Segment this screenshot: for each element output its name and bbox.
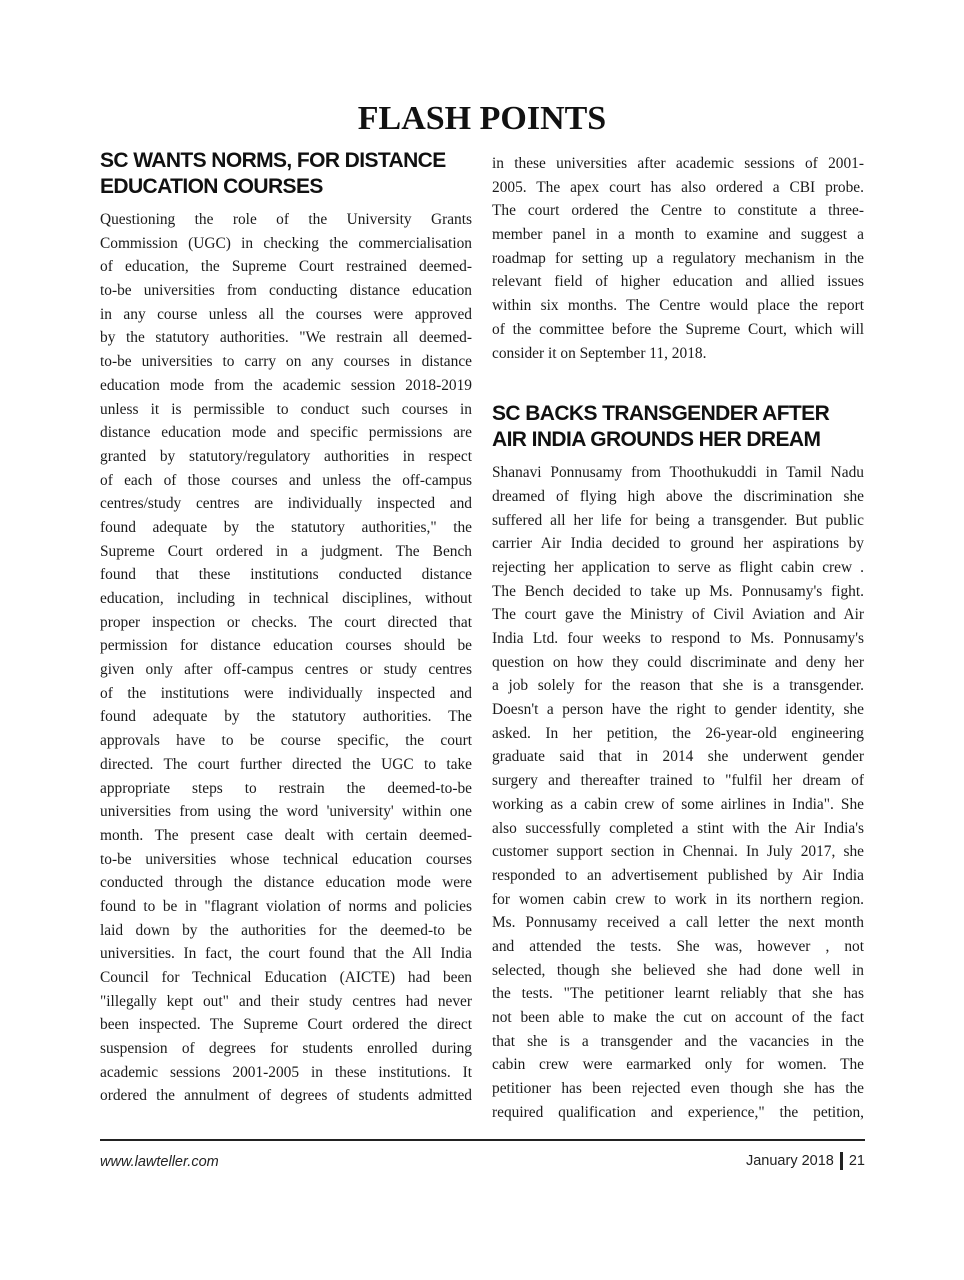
text-line: found adequate by the statutory authorities. The: [100, 708, 472, 726]
text-line: by the statutory authorities. "We restrain all deemed-: [100, 329, 472, 347]
article-2-body: [492, 461, 864, 1124]
text-line: responded to an advertisement published by Air India: [492, 866, 864, 884]
text-line: suffered all her life for being a transgender. But public: [492, 511, 864, 529]
text-line: found that these institutions conducted distance: [100, 566, 472, 584]
text-line: unless it is permissible to conduct such courses in: [100, 400, 472, 418]
right-column: [492, 152, 864, 1124]
text-line: of education, the Supreme Court restrained deemed-: [100, 258, 472, 276]
text-line: graduate said that in 2014 she underwent gender: [492, 748, 864, 766]
text-line: rejecting her application to serve as flight cabin crew .: [492, 558, 864, 576]
text-line: Commission (UGC) in checking the commercialisation: [100, 234, 472, 252]
article-1-headline: [100, 148, 472, 200]
text-line: in any course unless all the courses were approved: [100, 305, 472, 323]
article-1-body: [100, 208, 472, 1108]
headline-line: SC WANTS NORMS, FOR DISTANCE: [100, 149, 446, 172]
text-line: academic sessions 2001-2005 in these institutions. It: [100, 1063, 472, 1081]
text-line: of each of those courses and unless the off-campus: [100, 471, 472, 489]
text-line: for women cabin crew to work in its northern region.: [492, 890, 864, 908]
headline-line: EDUCATION COURSES: [100, 175, 323, 198]
text-line: in these universities after academic sessions of 2001-: [492, 155, 864, 172]
text-line: asked. In her petition, the 26-year-old engineering: [492, 724, 864, 742]
article-1-continued-body: [492, 152, 864, 365]
text-line: permission for distance education courses should be: [100, 637, 472, 655]
text-line: conducted through the distance education mode were: [100, 874, 472, 892]
text-line: proper inspection or checks. The court directed that: [100, 613, 472, 631]
text-line: distance education mode and specific permissions are: [100, 424, 472, 442]
text-line: Questioning the role of the University Grants: [100, 211, 472, 228]
headline-line: AIR INDIA GROUNDS HER DREAM: [492, 428, 821, 452]
text-line: customer support section in Chennai. In July 2017, she: [492, 843, 864, 861]
text-line: The court ordered the Centre to constitute a three-: [492, 202, 864, 220]
text-line: India Ltd. four weeks to respond to Ms. Ponnusamy's: [492, 630, 864, 647]
text-line: consider it on September 11, 2018.: [492, 344, 707, 362]
text-line: ordered the annulment of degrees of students admitted: [100, 1087, 472, 1105]
text-line: appropriate steps to restrain the deemed-to-be: [100, 779, 472, 797]
text-line: universities. In fact, the court found that the All India: [100, 945, 472, 963]
text-line: dreamed of flying high above the discrimination she: [492, 487, 864, 505]
text-line: approvals have to be course specific, the court: [100, 732, 472, 750]
text-line: Ms. Ponnusamy received a call letter the next month: [492, 914, 864, 932]
text-line: of the committee before the Supreme Court, which will: [492, 320, 864, 338]
text-line: directed. The court further directed the UGC to take: [100, 755, 472, 773]
text-line: the tests. "The petitioner learnt reliably that she has: [492, 985, 864, 1003]
text-line: that she is a transgender and the vacancies in the: [492, 1032, 864, 1050]
text-line: The Bench decided to take up Ms. Ponnusamy's fight.: [492, 582, 864, 600]
text-line: been inspected. The Supreme Court ordered the direct: [100, 1016, 472, 1034]
text-line: required qualification and experience," the petition,: [492, 1103, 864, 1121]
text-line: The court gave the Ministry of Civil Aviation and Air: [492, 606, 864, 624]
text-line: laid down by the authorities for the deemed-to be: [100, 921, 472, 939]
footer-issue-info: [746, 1152, 865, 1170]
text-line: to-be universities to carry on any courses in distance: [100, 353, 472, 371]
text-line: education mode from the academic session 2018-2019: [100, 376, 472, 394]
text-line: universities from using the word 'university' within one: [100, 803, 472, 821]
footer-website: www.lawteller.com: [100, 1154, 219, 1170]
text-line: roadmap for setting up a regulatory mechanism in the: [492, 249, 864, 267]
footer-issue-date: January 2018: [745, 1153, 834, 1169]
text-line: to-be universities whose technical education courses: [100, 850, 472, 868]
text-line: suspension of degrees for students enrolled during: [100, 1040, 472, 1058]
text-line: Doesn't a person have the right to gender identity, she: [492, 701, 864, 719]
page-title: FLASH POINTS: [357, 100, 607, 137]
text-line: education, including in technical disciplines, without: [100, 590, 472, 607]
text-line: relevant field of higher education and allied issues: [492, 273, 864, 291]
text-line: Shanavi Ponnusamy from Thoothukuddi in Tamil Nadu: [492, 464, 864, 482]
text-line: and attended the tests. She was, however , not: [492, 937, 864, 955]
text-line: cabin crew were earmarked only for women. The: [492, 1056, 864, 1074]
text-line: "illegally kept out" and their study centres had never: [100, 992, 472, 1010]
article-2-headline: [492, 401, 864, 453]
page-number: 21: [848, 1153, 865, 1169]
left-column: [100, 148, 472, 1108]
footer-separator: [840, 1152, 843, 1170]
text-line: centres/study centres are individually inspected and: [100, 495, 472, 513]
text-line: carrier Air India decided to ground her aspirations by: [492, 535, 864, 553]
text-line: Supreme Court ordered in a judgment. The Bench: [100, 542, 472, 560]
footer-divider: [100, 1139, 865, 1141]
text-line: surgery and thereafter trained to "fulfil her dream of: [492, 772, 864, 790]
text-line: selected, though she believed she had done well in: [492, 961, 864, 979]
text-line: of the institutions were individually inspected and: [100, 684, 472, 702]
text-line: found adequate by the statutory authorities," the: [100, 518, 472, 536]
text-line: member panel in a month to examine and suggest a: [492, 226, 864, 244]
headline-line: SC BACKS TRANSGENDER AFTER: [492, 402, 830, 426]
text-line: given only after off-campus centres or study centres: [100, 661, 472, 679]
text-line: Council for Technical Education (AICTE) had been: [100, 969, 472, 986]
text-line: petitioner has been rejected even though she has the: [492, 1080, 864, 1098]
text-line: 2005. The apex court has also ordered a CBI probe.: [492, 178, 864, 196]
text-line: a job solely for the reason that she is a transgender.: [492, 677, 864, 695]
text-line: also successfully completed a stint with the Air India's: [492, 819, 864, 837]
text-line: to-be universities from conducting distance education: [100, 282, 472, 300]
text-line: question on how they could discriminate and deny her: [492, 653, 864, 671]
text-line: month. The present case dealt with certain deemed-: [100, 826, 472, 844]
text-line: granted by statutory/regulatory authorities in respect: [100, 447, 472, 465]
text-line: not been able to make the cut on account of the fact: [492, 1009, 864, 1026]
text-line: within six months. The Centre would place the report: [492, 297, 864, 315]
text-line: found to be in "flagrant violation of norms and policies: [100, 897, 472, 915]
text-line: working as a cabin crew of some airlines in India". She: [492, 795, 864, 813]
